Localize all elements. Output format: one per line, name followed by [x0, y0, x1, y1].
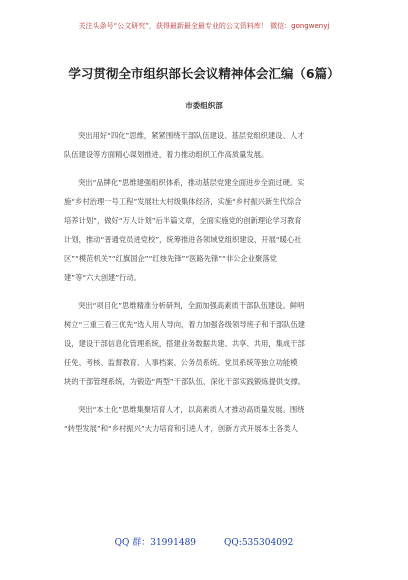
footer-qq: QQ:535304092: [224, 538, 294, 548]
paragraph: [64, 173, 342, 287]
text-line: 树立“三重三看三优先”选人用人导向，着力加强各级领导班子和干部队伍建: [64, 320, 306, 329]
footer-qq-group: QQ 群：31991489: [114, 538, 197, 548]
paragraph: [64, 126, 342, 164]
page-footer: [0, 535, 408, 548]
text-line: 计划，推动“普通党员进党校”，统筹推进各领域党组织建设，开展“暖心社: [64, 235, 302, 244]
text-line: 培养计划”，做好“万人计划”后半篇文章，全面实施党的创新理论学习教育: [64, 216, 302, 225]
text-line: 任免、考核、监督教育、人事档案、公务员系统、党员系统等独立功能模: [64, 358, 298, 367]
text-line: 突出“品牌化”思维建强组织体系，推动基层党建全面进步全面过硬。实: [78, 178, 305, 187]
text-line: 突出“项目化”思维精准分析研判，全面加强高素质干部队伍建设。鲜明: [78, 301, 305, 310]
text-line: 设，建设干部信息化管理系统，搭建业务数据共建、共享、共用，集成干部: [64, 339, 305, 348]
paragraph: [64, 400, 342, 438]
document-subtitle: 市委组织部: [185, 101, 223, 110]
text-line: 突出“本土化”思维集聚培育人才，以高素质人才推动高质量发展。围绕: [78, 405, 305, 414]
document-title: 学习贯彻全市组织部长会议精神体会汇编（6篇）: [68, 66, 340, 81]
page-header-banner: 关注头条号“公文研究”，获得最新最全最专业的公文资料库！ 微信：gongwenyj: [78, 22, 330, 30]
document-body: [64, 126, 342, 447]
text-line: 队伍建设等方面精心谋划推进，着力推动组织工作高质量发展。: [64, 150, 269, 159]
text-line: 区”“模范机关”“红旗国企”“红烛先锋”“医路先锋”“非公企业聚落党: [64, 254, 277, 263]
text-line: 建”等“六大创建”行动。: [64, 273, 142, 282]
text-line: 块的干部管理系统，为锻造“两型”干部队伍、深化干部实践锻炼提供支撑。: [64, 377, 306, 386]
text-line: “转型发展”和“乡村振兴”大力培育和引进人才，创新方式开展本土各类人: [64, 424, 299, 433]
paragraph: [64, 296, 342, 391]
text-line: 施“乡村治理一号工程”发展壮大村级集体经济，实施“乡村振兴新生代综合: [64, 197, 302, 206]
text-line: 突出用好“四化”思维，紧紧围绕干部队伍建设、基层党组织建设、人才: [78, 131, 305, 140]
